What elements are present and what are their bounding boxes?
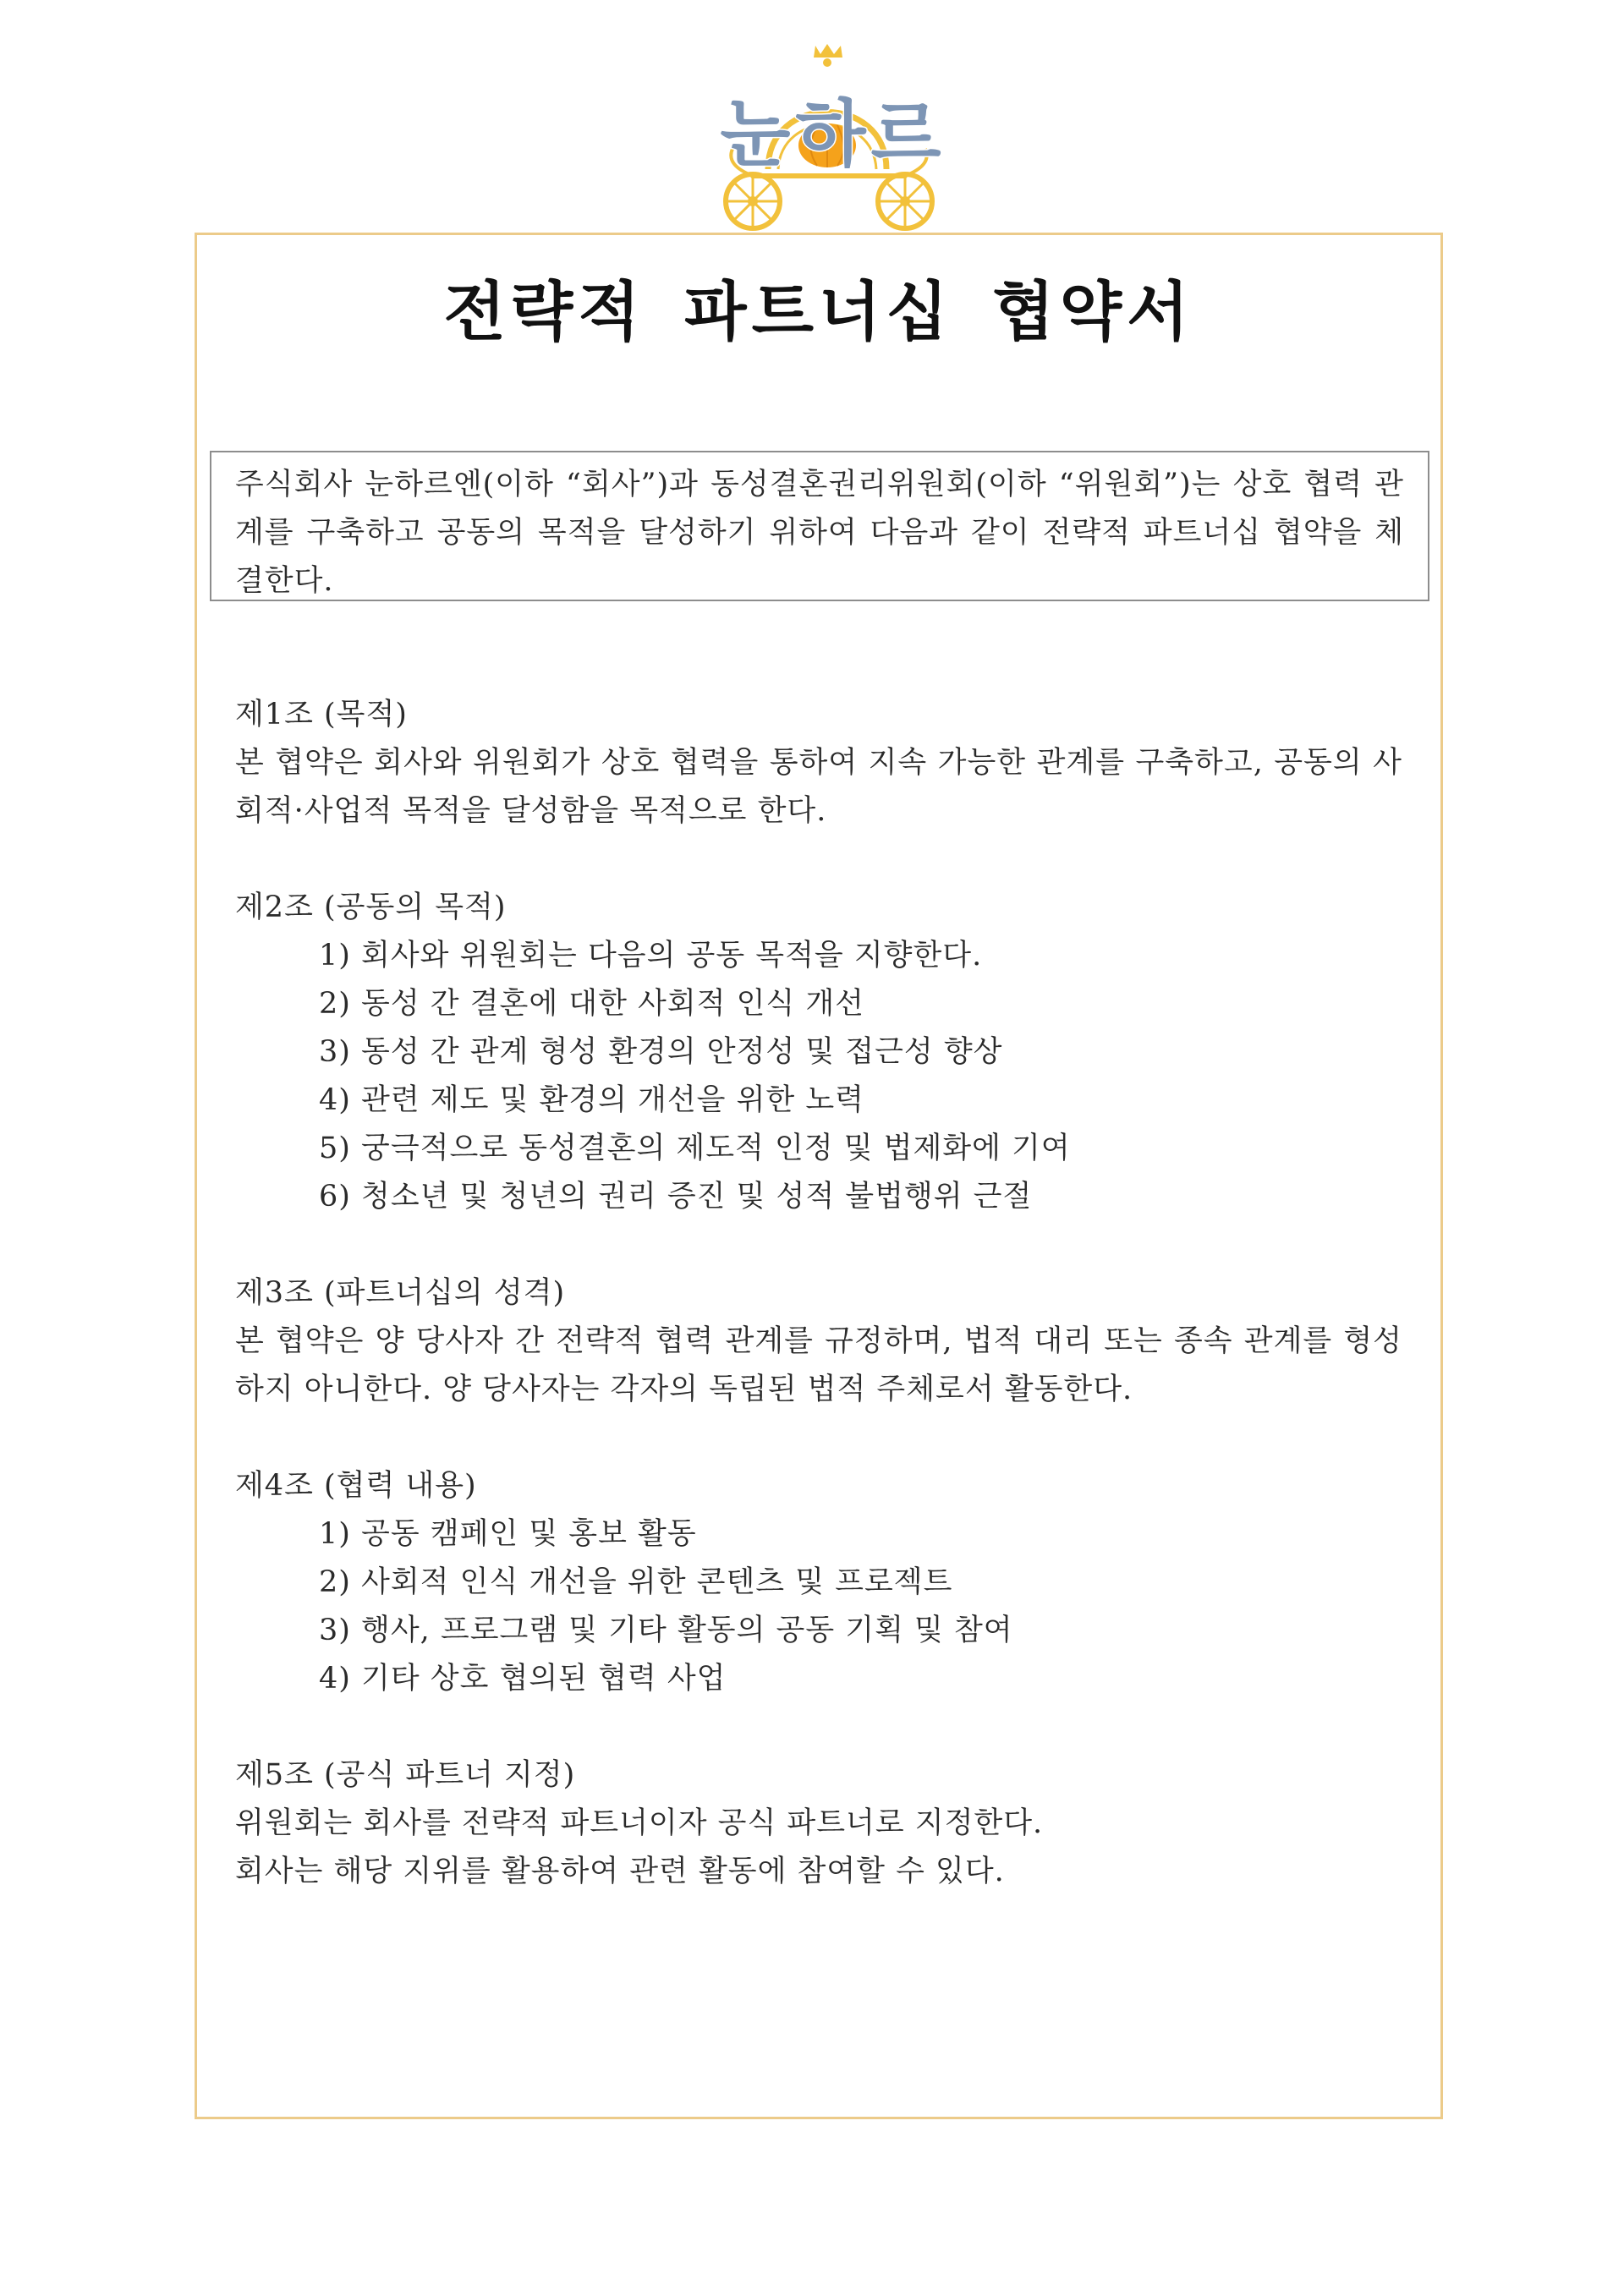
logo-text: 눈하르: [720, 92, 946, 177]
article-text: 본 협약은 양 당사자 간 전략적 협력 관계를 규정하며, 법적 대리 또는 종속 관계를 형성하지 아니한다. 양 당사자는 각자의 독립된 법적 주체로서 활동한다.: [235, 1324, 1402, 1406]
article-heading: 제5조 (공식 파트너 지정): [235, 1758, 576, 1792]
list-item: 6) 청소년 및 청년의 권리 증진 및 성적 불법행위 근절: [319, 1180, 1033, 1214]
document-body: [235, 691, 1402, 1944]
article-heading: 제2조 (공동의 목적): [235, 890, 507, 924]
carriage-logo-icon: [694, 42, 973, 237]
article-list: [235, 1510, 1402, 1703]
list-item: 3) 동성 간 관계 형성 환경의 안정성 및 접근성 향상: [319, 1035, 1003, 1069]
article-2: [235, 884, 1402, 1221]
list-item: 2) 사회적 인식 개선을 위한 콘텐츠 및 프로젝트: [319, 1565, 953, 1599]
list-item: 3) 행사, 프로그램 및 기타 활동의 공동 기획 및 참여: [319, 1614, 1013, 1647]
list-item: 5) 궁극적으로 동성결혼의 제도적 인정 및 법제화에 기여: [319, 1132, 1071, 1165]
list-item: 1) 회사와 위원회는 다음의 공동 목적을 지향한다.: [319, 939, 983, 973]
list-item: 4) 관련 제도 및 환경의 개선을 위한 노력: [319, 1083, 864, 1117]
article-text: 위원회는 회사를 전략적 파트너이자 공식 파트너로 지정한다.: [235, 1806, 1044, 1840]
article-3: [235, 1269, 1402, 1414]
preamble-box: 주식회사 눈하르엔(이하 “회사”)과 동성결혼권리위원회(이하 “위원회”)는 상호 협력 관계를 구축하고 공동의 목적을 달성하기 위하여 다음과 같이 전략적 파트너십 협약을 체결한다.: [210, 451, 1429, 601]
list-item: 2) 동성 간 결혼에 대한 사회적 인식 개선: [319, 987, 864, 1021]
company-logo: [694, 42, 973, 237]
article-1: [235, 691, 1402, 836]
article-4: [235, 1462, 1402, 1703]
article-5: [235, 1751, 1402, 1896]
article-text: 회사는 해당 지위를 활용하여 관련 활동에 참여할 수 있다.: [235, 1855, 1005, 1888]
list-item: 4) 기타 상호 협의된 협력 사업: [319, 1662, 727, 1696]
list-item: 1) 공동 캠페인 및 홍보 활동: [319, 1517, 697, 1551]
article-list: [235, 932, 1402, 1221]
article-heading: 제3조 (파트너십의 성격): [235, 1276, 566, 1310]
document-title: 전략적 파트너십 협약서: [443, 274, 1194, 349]
article-heading: 제1조 (목적): [235, 698, 408, 732]
article-heading: 제4조 (협력 내용): [235, 1469, 477, 1503]
article-text: 본 협약은 회사와 위원회가 상호 협력을 통하여 지속 가능한 관계를 구축하고, 공동의 사회적·사업적 목적을 달성함을 목적으로 한다.: [235, 746, 1402, 828]
